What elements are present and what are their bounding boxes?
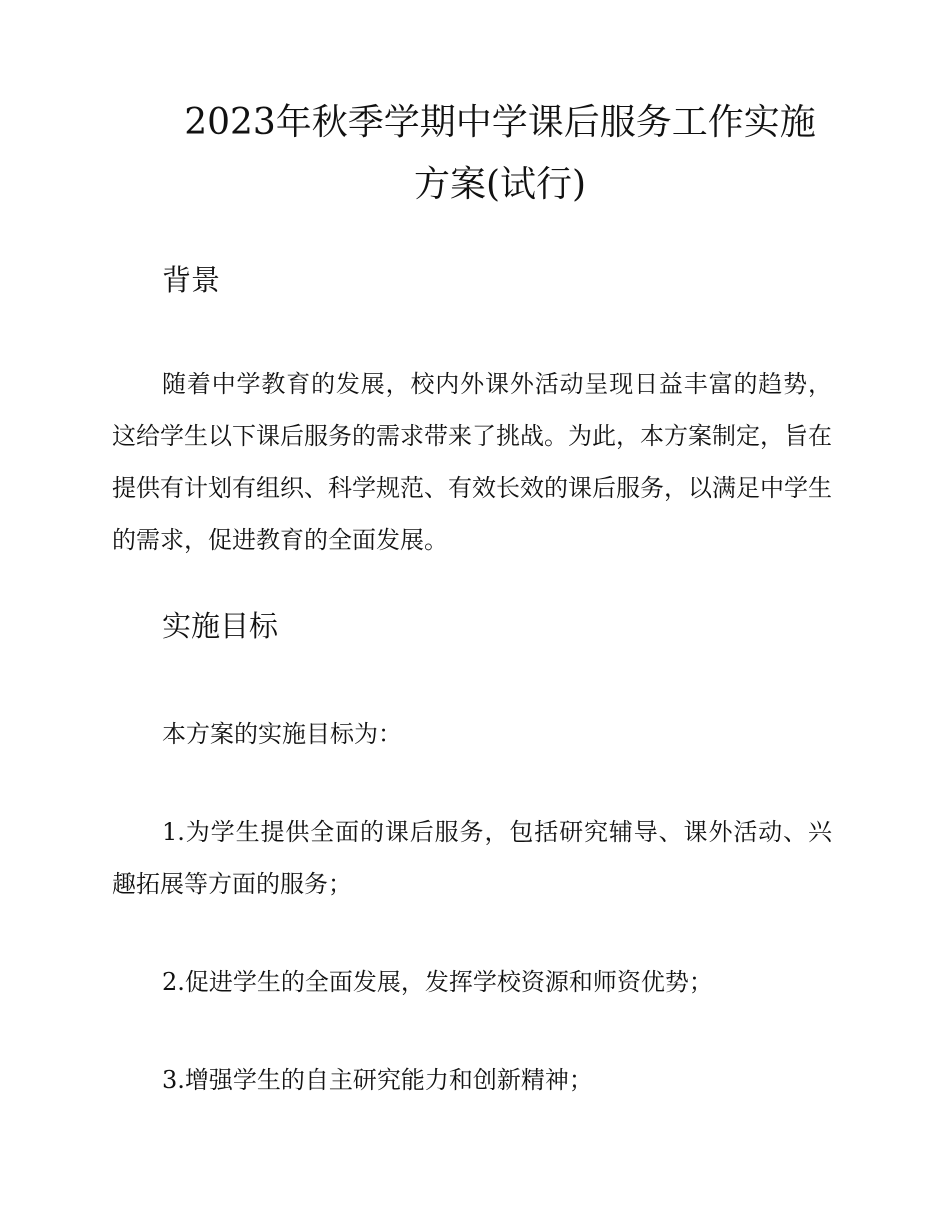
document-title-line-1: 2023年秋季学期中学课后服务工作实施 bbox=[184, 102, 816, 143]
background-paragraph: 随着中学教育的发展，校内外课外活动呈现日益丰富的趋势，这给学生以下课后服务的需求带来了挑战。为此，本方案制定，旨在提供有计划有组织、科学规范、有效长效的课后服务，以满足中学生的需求，促进教育的全面发展。 bbox=[112, 370, 832, 554]
goal-item-3: 3.增强学生的自主研究能力和创新精神； bbox=[162, 1066, 593, 1094]
goals-intro-paragraph: 本方案的实施目标为： bbox=[162, 720, 402, 748]
document-title bbox=[100, 92, 900, 216]
section-heading-goals: 实施目标 bbox=[162, 609, 279, 643]
section-heading-background: 背景 bbox=[162, 263, 221, 297]
goal-item-1: 1.为学生提供全面的课后服务，包括研究辅导、课外活动、兴趣拓展等方面的服务； bbox=[112, 818, 832, 898]
document-title-line-2: 方案(试行) bbox=[413, 164, 587, 205]
goal-item-2: 2.促进学生的全面发展，发挥学校资源和师资优势； bbox=[162, 968, 713, 996]
